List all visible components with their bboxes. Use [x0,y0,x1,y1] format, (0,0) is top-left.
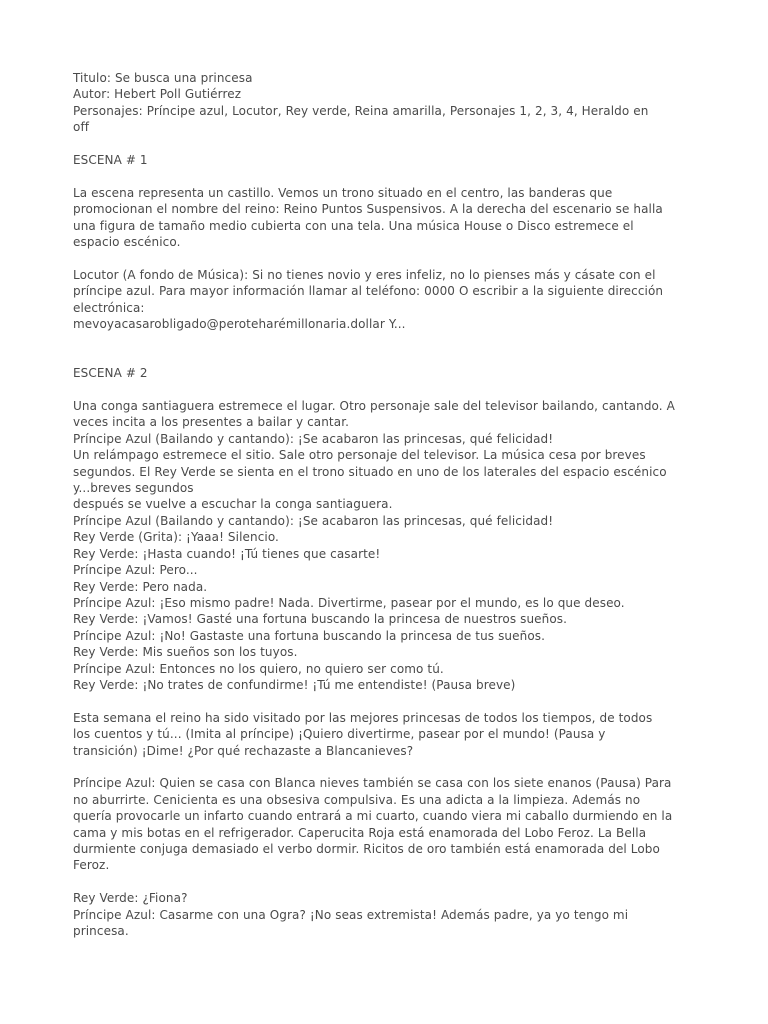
scene-1-description [73,185,703,251]
dialogue-line: y...breves segundos [73,481,194,496]
scene-2-heading: ESCENA # 2 [73,366,148,381]
scene-2-dialogue-1 [73,398,703,693]
dialogue-line: Príncipe Azul: Pero... [73,563,198,578]
paragraph-line: una figura de tamaño medio cubierta con una tela. Una música House o Disco estremece el [73,218,634,233]
scene-1-heading: ESCENA # 1 [73,153,148,168]
dialogue-line: Un relámpago estremece el sitio. Sale otro personaje del televisor. La música cesa por breves [73,448,646,463]
dialogue-line: cama y mis botas en el refrigerador. Caperucita Roja está enamorada del Lobo Feroz. La Bella [73,825,647,840]
dialogue-line: Rey Verde: ¡No trates de confundirme! ¡Tú me entendiste! (Pausa breve) [73,677,516,692]
dialogue-line: Rey Verde: ¿Fiona? [73,891,188,906]
scene-2-dialogue-2 [73,710,703,759]
dialogue-line: quería provocarle un infarto cuando entrará a mi cuarto, cuando viera mi caballo durmiendo en la [73,809,673,824]
dialogue-line: Rey Verde: ¡Vamos! Gasté una fortuna buscando la princesa de nuestros sueños. [73,612,568,627]
dialogue-line: transición) ¡Dime! ¿Por qué rechazaste a Blancanieves? [73,743,414,758]
dialogue-line: Rey Verde (Grita): ¡Yaaa! Silencio. [73,530,279,545]
characters-line-continued: off [73,120,90,135]
dialogue-line: Príncipe Azul (Bailando y cantando): ¡Se acabaron las princesas, qué felicidad! [73,431,554,446]
author-line: Autor: Hebert Poll Gutiérrez [73,87,242,102]
dialogue-line: Príncipe Azul: ¡No! Gastaste una fortuna buscando la princesa de tus sueños. [73,628,546,643]
dialogue-line: Príncipe Azul (Bailando y cantando): ¡Se acabaron las princesas, qué felicidad! [73,513,554,528]
scene-1-locutor [73,267,703,333]
dialogue-line: durmiente conjuga demasiado el verbo dormir. Ricitos de oro también está enamorada del Lobo [73,841,660,856]
paragraph-line: La escena representa un castillo. Vemos un trono situado en el centro, las banderas que [73,185,613,200]
dialogue-line: Príncipe Azul: Quien se casa con Blanca nieves también se casa con los siete enanos (Pausa) Para [73,776,672,791]
dialogue-line: Una conga santiaguera estremece el lugar. Otro personaje sale del televisor bailando, cantando. A [73,399,675,414]
paragraph-line: príncipe azul. Para mayor información llamar al teléfono: 0000 O escribir a la siguiente dirección [73,284,664,299]
dialogue-line: Príncipe Azul: ¡Eso mismo padre! Nada. Divertirme, pasear por el mundo, es lo que deseo. [73,595,625,610]
dialogue-line: después se vuelve a escuchar la conga santiaguera. [73,497,393,512]
scene-2-dialogue-4 [73,890,703,939]
dialogue-line: Príncipe Azul: Casarme con una Ogra? ¡No seas extremista! Además padre, ya yo tengo mi [73,907,629,922]
dialogue-line: veces incita a los presentes a bailar y cantar. [73,415,350,430]
title-line: Titulo: Se busca una princesa [73,71,253,85]
paragraph-line: promocionan el nombre del reino: Reino Puntos Suspensivos. A la derecha del escenario se halla [73,202,663,217]
dialogue-line: los cuentos y tú... (Imita al príncipe) ¡Quiero divertirme, pasear por el mundo! (Pausa y [73,727,606,742]
document-page [73,70,703,939]
scene-2-dialogue-3 [73,775,703,873]
dialogue-line: princesa. [73,924,129,938]
dialogue-line: Feroz. [73,858,110,873]
dialogue-line: Esta semana el reino ha sido visitado por las mejores princesas de todos los tiempos, de todos [73,710,653,725]
characters-line: Personajes: Príncipe azul, Locutor, Rey verde, Reina amarilla, Personajes 1, 2, 3, 4, Heraldo en [73,103,649,118]
dialogue-line: Príncipe Azul: Entonces no los quiero, no quiero ser como tú. [73,661,444,676]
title-block [73,70,703,136]
paragraph-line: electrónica: [73,300,145,315]
dialogue-line: segundos. El Rey Verde se sienta en el trono situado en uno de los laterales del espacio escénico [73,464,667,479]
email-address: mevoyacasarobligado@peroteharémillonaria.dollar Y... [73,317,406,332]
dialogue-line: Rey Verde: Pero nada. [73,579,208,594]
dialogue-line: Rey Verde: Mis sueños son los tuyos. [73,645,298,660]
paragraph-line: Locutor (A fondo de Música): Si no tienes novio y eres infeliz, no lo pienses más y cásate con el [73,267,656,282]
paragraph-line: espacio escénico. [73,235,181,250]
dialogue-line: Rey Verde: ¡Hasta cuando! ¡Tú tienes que casarte! [73,546,381,561]
dialogue-line: no aburrirte. Cenicienta es una obsesiva compulsiva. Es una adicta a la limpieza. Además no [73,792,641,807]
